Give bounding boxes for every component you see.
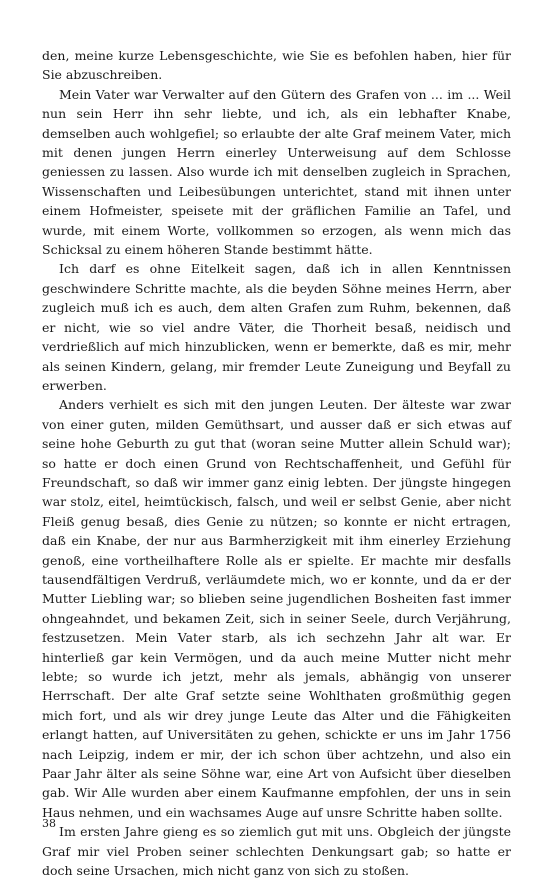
paragraph-3: Ich darf es ohne Eitelkeit sagen, daß ich in allen Kenntnissen geschwindere Schritte machte, als die beyden Söhne meines Herrn, aber zugleich muß ich es auch, dem alten Grafen zum Ruhm, bekennen, daß er nicht, wie so viel andre Väter, die Thorheit besaß, neidisch und verdrießlich auf mich hinzublicken, wenn er bemerkte, daß es mir, mehr als seinen Kindern, gelang, mir fremder Leute Zuneigung und Beyfall zu erwerben. bbox=[42, 261, 511, 393]
paragraph-4: Anders verhielt es sich mit den jungen Leuten. Der älteste war zwar von einer guten, milden Gemüthsart, und ausser daß er sich etwas auf seine hohe Geburth zu gut that (woran seine Mutter allein Schuld war); so hatte er doch einen Grund von Rechtschaffenheit, und Gefühl für Freundschaft, so daß wir immer ganz einig lebten. Der jüngste hingegen war stolz, eitel, heimtückisch, falsch, und weil er selbst Genie, aber nicht Fleiß genug besaß, dies Genie zu nützen; so konnte er nicht ertragen, daß ein Knabe, der nur aus Barmherzigkeit mit ihm einerley Erziehung genoß, eine vortheilhaftere Rolle als er spielte. Er machte mir desfalls tausendfältigen Verdruß, verläumdete mich, wo er konnte, und da er der Mutter Liebling war; so blieben seine jugendlichen Bosheiten fast immer ohngeahndet, und bekamen Zeit, sich in seiner Seele, durch Verjährung, festzusetzen. Mein Vater starb, als ich sechzehn Jahr alt war. Er hinterließ gar kein Vermögen, und da auch meine Mutter nicht mehr lebte; so wurde ich jetzt, mehr als jemals, abhängig von unserer Herrschaft. Der alte Graf setzte seine Wohlthaten großmüthig gegen mich fort, und als wir drey junge Leute das Alter und die Fähigkeiten erlangt hatten, auf Universitäten zu gehen, schickte er uns im Jahr 1756 nach Leipzig, indem er mir, der ich schon über achtzehn, und also ein Paar Jahr älter als seine Söhne war, eine Art von Aufsicht über dieselben gab. Wir Alle wurden aber einem Kaufmanne empfohlen, der uns in sein Haus nehmen, und ein wachsames Auge auf unsre Schritte haben sollte. bbox=[42, 397, 511, 820]
page-body bbox=[42, 46, 511, 880]
paragraph-2: Mein Vater war Verwalter auf den Gütern des Grafen von ... im ... Weil nun sein Herr ihn sehr liebte, und ich, als ein lebhafter Knabe, demselben auch wohlgefiel; so erlaubte der alte Graf meinem Vater, mich mit denen jungen Herrn einerley Unterweisung auf dem Schlosse geniessen zu lassen. Also wurde ich mit denselben zugleich in Sprachen, Wissenschaften und Leibesübungen unterichtet, stand mit ihnen unter einem Hofmeister, speisete mit der gräflichen Familie an Tafel, und wurde, mit einem Worte, vollkommen so erzogen, als wenn mich das Schicksal zu einem höheren Stande bestimmt hätte. bbox=[42, 86, 511, 258]
page-number: 38 bbox=[42, 817, 56, 830]
paragraph-1: den, meine kurze Lebensgeschichte, wie Sie es befohlen haben, hier für Sie abzuschreiben. bbox=[42, 48, 511, 83]
paragraph-5: Im ersten Jahre gieng es so ziemlich gut mit uns. Obgleich der jüngste Graf mir viel Proben seiner schlechten Denkungsart gab; so hatte er doch seine Ursachen, mich nicht ganz von sich zu stoßen. bbox=[42, 824, 511, 879]
